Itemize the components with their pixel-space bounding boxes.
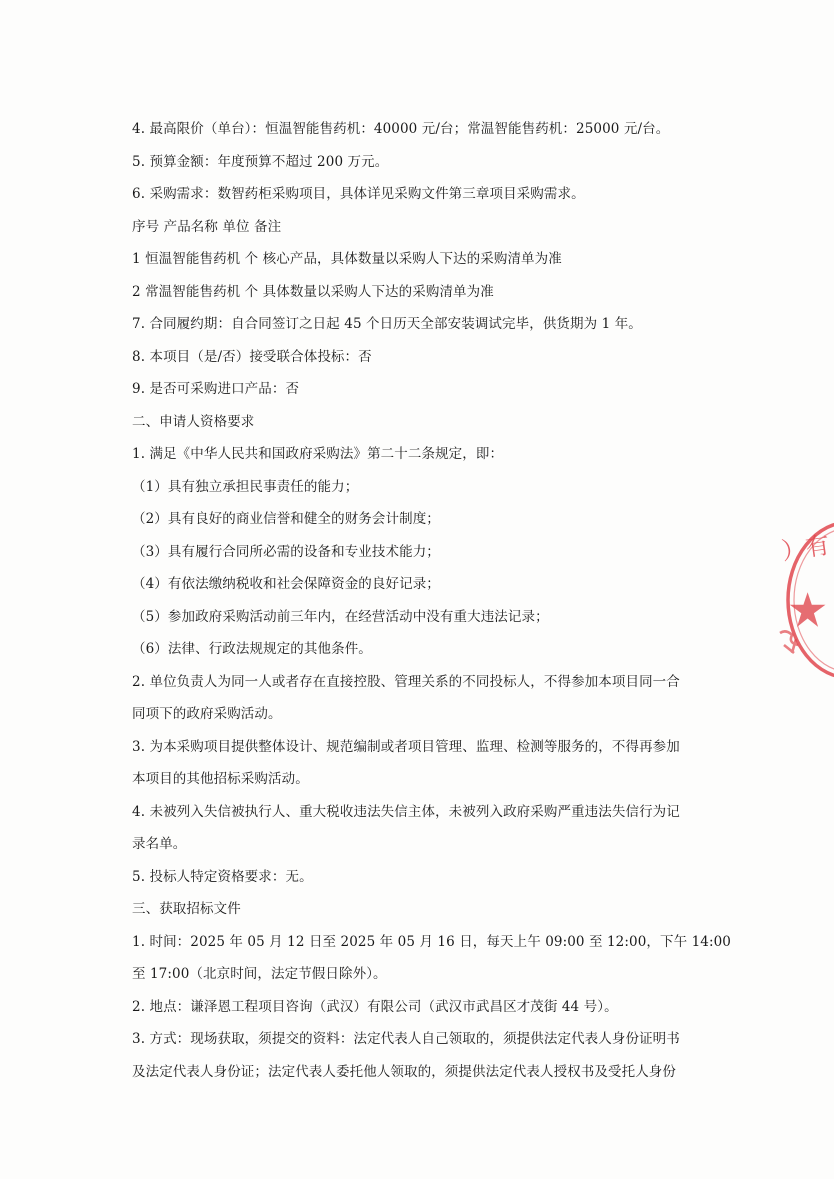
text-line: （3）具有履行合同所必需的设备和专业技术能力； <box>132 543 440 560</box>
text-line: 序号 产品名称 单位 备注 <box>132 218 282 235</box>
text-line: 8. 本项目（是/否）接受联合体投标：否 <box>132 348 372 365</box>
text-line: 1 恒温智能售药机 个 核心产品，具体数量以采购人下达的采购清单为准 <box>132 251 562 267</box>
text-line-continuation: 及法定代表人身份证；法定代表人委托他人领取的，须提供法定代表人授权书及受托人身份 <box>132 1063 676 1080</box>
text-line: （5）参加政府采购活动前三年内，在经营活动中没有重大违法记录； <box>132 608 549 625</box>
text-line-continuation: 同项下的政府采购活动。 <box>132 706 282 722</box>
text-line: 2. 单位负责人为同一人或者存在直接控股、管理关系的不同投标人，不得参加本项目同一合 <box>132 673 680 690</box>
text-line: 二、申请人资格要求 <box>132 413 255 430</box>
text-line: （1）具有独立承担民事责任的能力； <box>132 478 359 495</box>
text-line-continuation: 录名单。 <box>132 836 187 852</box>
text-line: 6. 采购需求：数智药柜采购项目，具体详见采购文件第三章项目采购需求。 <box>132 186 585 202</box>
text-line: 9. 是否可采购进口产品：否 <box>132 381 300 397</box>
text-line: 5. 预算金额：年度预算不超过 200 万元。 <box>132 153 389 170</box>
text-line-continuation: 本项目的其他招标采购活动。 <box>132 771 309 787</box>
seal-text: ）有 <box>779 530 832 566</box>
text-line: 1. 时间：2025 年 05 月 12 日至 2025 年 05 月 16 日，每天上午 09:00 至 12:00，下午 14:00 <box>132 933 731 950</box>
document-body <box>132 120 731 1081</box>
text-line: 4. 最高限价（单台）：恒温智能售药机：40000 元/台；常温智能售药机：25000 元/台。 <box>132 121 670 137</box>
text-line: 5. 投标人特定资格要求：无。 <box>132 868 313 885</box>
text-line: （4）有依法缴纳税收和社会保障资金的良好记录； <box>132 576 440 592</box>
text-line: 3. 方式：现场获取，须提交的资料：法定代表人自己领取的，须提供法定代表人身份证明书 <box>132 1031 680 1047</box>
text-line: 7. 合同履约期：自合同签订之日起 45 个日历天全部安装调试完毕，供货期为 1 年。 <box>132 316 642 332</box>
text-line: 3. 为本采购项目提供整体设计、规范编制或者项目管理、监理、检测等服务的，不得再参加 <box>132 738 680 755</box>
text-line: 2 常温智能售药机 个 具体数量以采购人下达的采购清单为准 <box>132 283 494 300</box>
text-line: 三、获取招标文件 <box>132 901 241 917</box>
text-line: 2. 地点：谦泽恩工程项目咨询（武汉）有限公司（武汉市武昌区才茂街 44 号）。 <box>132 998 618 1015</box>
text-line: 1. 满足《中华人民共和国政府采购法》第二十二条规定，即： <box>132 446 504 462</box>
text-line: （6）法律、行政法规规定的其他条件。 <box>132 641 372 657</box>
text-line: （2）具有良好的商业信誉和健全的财务会计制度； <box>132 511 440 527</box>
official-seal-fragment <box>770 515 834 685</box>
text-line: 4. 未被列入失信被执行人、重大税收违法失信主体，未被列入政府采购严重违法失信行为记 <box>132 803 680 820</box>
text-line-continuation: 至 17:00（北京时间，法定节假日除外）。 <box>132 966 387 982</box>
